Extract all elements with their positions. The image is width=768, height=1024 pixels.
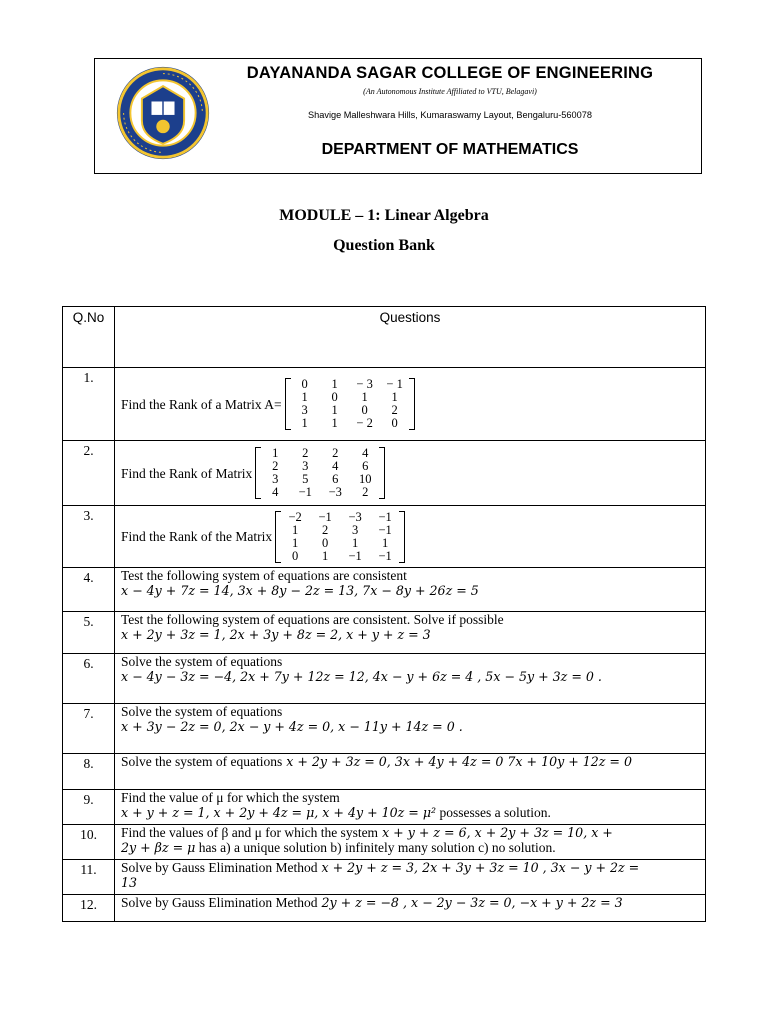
matrix-cell: 0 bbox=[321, 535, 329, 550]
question-number: 11. bbox=[63, 860, 115, 895]
question-label: Find the value of μ for which the system bbox=[121, 790, 340, 805]
matrix-cell: −1 bbox=[378, 548, 392, 563]
matrix-cell: 6 bbox=[362, 459, 369, 473]
question-number: 1. bbox=[63, 368, 115, 441]
matrix-cell: 1 bbox=[291, 535, 299, 550]
matrix-cell: −1 bbox=[298, 485, 312, 499]
question-label: Find the values of β and μ for which the system bbox=[121, 825, 379, 840]
question-row bbox=[63, 790, 706, 825]
module-title: MODULE – 1: Linear Algebra bbox=[279, 207, 489, 224]
matrix-cell: 0 bbox=[301, 377, 308, 391]
matrix-cell: 3 bbox=[272, 472, 279, 486]
question-row bbox=[63, 441, 706, 506]
matrix-cell: 5 bbox=[302, 472, 309, 486]
matrix-cell: 1 bbox=[272, 446, 279, 460]
equation-continued: 2y + βz = μ bbox=[121, 840, 196, 855]
question-number: 10. bbox=[63, 825, 115, 860]
equation: x + y + z = 1, x + 2y + 4z = μ, x + 4y + 10z = μ² bbox=[121, 805, 437, 820]
equation: x + 3y − 2z = 0, 2x − y + 4z = 0, x − 11y + 14z = 0 . bbox=[121, 719, 463, 734]
question-text bbox=[115, 612, 706, 654]
question-text bbox=[115, 895, 706, 922]
question-row bbox=[63, 704, 706, 754]
matrix-cell: −3 bbox=[328, 485, 342, 499]
matrix-cell: 2 bbox=[391, 403, 398, 417]
equation: x + 2y + 3z = 1, 2x + 3y + 8z = 2, x + y + z = 3 bbox=[121, 627, 431, 642]
equation: x − 4y − 3z = −4, 2x + 7y + 12z = 12, 4x − y + 6z = 4 , 5x − 5y + 3z = 0 . bbox=[121, 669, 602, 684]
equation: 2y + z = −8 , x − 2y − 3z = 0, −x + y + 2z = 3 bbox=[317, 895, 623, 910]
affiliation: (An Autonomous Institute Affiliated to VTU, Belagavi) bbox=[363, 87, 537, 96]
address: Shavige Malleshwara Hills, Kumaraswamy Layout, Bengaluru-560078 bbox=[308, 110, 592, 120]
question-table bbox=[62, 306, 706, 922]
column-header-questions: Questions bbox=[115, 307, 706, 368]
matrix-cell: 1 bbox=[381, 535, 389, 550]
matrix-cell: 2 bbox=[321, 522, 329, 537]
question-text bbox=[115, 790, 706, 825]
matrix-cell: 1 bbox=[361, 390, 368, 404]
matrix-cell: 1 bbox=[331, 416, 338, 430]
equation: x + 2y + 3z = 0, 3x + 4y + 4z = 0 7x + 10y + 12z = 0 bbox=[282, 754, 632, 769]
question-number: 7. bbox=[63, 704, 115, 754]
question-text bbox=[115, 368, 706, 441]
matrix-cell: 0 bbox=[331, 390, 338, 404]
question-label: Test the following system of equations are consistent bbox=[121, 568, 407, 583]
equation: x + 2y + z = 3, 2x + 3y + 3z = 10 , 3x − y + 2z = bbox=[317, 860, 640, 875]
question-number: 8. bbox=[63, 754, 115, 790]
matrix-cell: 1 bbox=[331, 403, 338, 417]
question-text bbox=[115, 654, 706, 704]
question-text bbox=[115, 568, 706, 612]
question-label: Test the following system of equations are consistent. Solve if possible bbox=[121, 612, 504, 627]
question-number: 5. bbox=[63, 612, 115, 654]
question-label: Find the Rank of a Matrix A= bbox=[121, 396, 282, 412]
matrix-cell: 1 bbox=[331, 377, 338, 391]
question-label: Solve the system of equations bbox=[121, 754, 283, 769]
matrix-cell: 10 bbox=[359, 472, 372, 486]
question-row bbox=[63, 860, 706, 895]
question-text bbox=[115, 704, 706, 754]
equation: x − 4y + 7z = 14, 3x + 8y − 2z = 13, 7x − 8y + 26z = 5 bbox=[121, 583, 479, 598]
question-row bbox=[63, 754, 706, 790]
matrix-cell: 0 bbox=[291, 548, 299, 563]
question-row bbox=[63, 368, 706, 441]
question-label: Find the Rank of Matrix bbox=[121, 465, 253, 481]
question-number: 4. bbox=[63, 568, 115, 612]
equation-continued: 13 bbox=[121, 875, 138, 890]
question-text bbox=[115, 506, 706, 568]
question-row bbox=[63, 568, 706, 612]
matrix-cell: −2 bbox=[288, 509, 302, 524]
college-logo bbox=[115, 65, 211, 161]
matrix-cell: −1 bbox=[348, 548, 362, 563]
column-header-qno: Q.No bbox=[63, 307, 115, 368]
matrix-cell: −3 bbox=[348, 509, 362, 524]
matrix-cell: 0 bbox=[391, 416, 398, 430]
question-row bbox=[63, 895, 706, 922]
matrix-cell: 3 bbox=[351, 522, 359, 537]
matrix-cell: 2 bbox=[362, 485, 369, 499]
header-box bbox=[94, 58, 702, 174]
matrix-cell: 2 bbox=[332, 446, 339, 460]
question-number: 2. bbox=[63, 441, 115, 506]
matrix-cell: 1 bbox=[391, 390, 398, 404]
college-name: DAYANANDA SAGAR COLLEGE OF ENGINEERING bbox=[246, 64, 654, 82]
question-number: 6. bbox=[63, 654, 115, 704]
matrix-cell: 0 bbox=[361, 403, 368, 417]
matrix-cell: 6 bbox=[332, 472, 339, 486]
question-label: Solve by Gauss Elimination Method bbox=[121, 895, 318, 910]
matrix-cell: −1 bbox=[378, 522, 392, 537]
question-row bbox=[63, 612, 706, 654]
matrix-cell: −1 bbox=[378, 509, 392, 524]
question-row bbox=[63, 825, 706, 860]
matrix-cell: 1 bbox=[301, 416, 308, 430]
matrix-cell: −1 bbox=[318, 509, 332, 524]
matrix-cell: 1 bbox=[291, 522, 299, 537]
question-bank-title: Question Bank bbox=[333, 237, 435, 254]
question-row bbox=[63, 654, 706, 704]
question-tail: possesses a solution. bbox=[436, 805, 551, 820]
matrix-cell: 1 bbox=[351, 535, 359, 550]
matrix-cell: 2 bbox=[302, 446, 309, 460]
question-label: Solve the system of equations bbox=[121, 704, 283, 719]
question-text bbox=[115, 754, 706, 790]
question-number: 3. bbox=[63, 506, 115, 568]
matrix-cell: − 2 bbox=[356, 416, 373, 430]
question-text bbox=[115, 860, 706, 895]
matrix-cell: − 1 bbox=[386, 377, 403, 391]
question-tail: has a) a unique solution b) infinitely many solution c) no solution. bbox=[195, 840, 556, 855]
matrix-cell: 3 bbox=[302, 459, 309, 473]
question-text bbox=[115, 441, 706, 506]
matrix-cell: 4 bbox=[362, 446, 369, 460]
matrix-cell: 1 bbox=[301, 390, 308, 404]
department-name: DEPARTMENT OF MATHEMATICS bbox=[321, 141, 579, 158]
question-number: 12. bbox=[63, 895, 115, 922]
question-number: 9. bbox=[63, 790, 115, 825]
matrix-cell: 2 bbox=[272, 459, 279, 473]
matrix-cell: 4 bbox=[332, 459, 339, 473]
question-label: Find the Rank of the Matrix bbox=[121, 529, 273, 544]
matrix-cell: 1 bbox=[321, 548, 329, 563]
matrix-cell: 4 bbox=[272, 485, 279, 499]
matrix-cell: 3 bbox=[301, 403, 308, 417]
matrix bbox=[255, 447, 385, 499]
equation: x + y + z = 6, x + 2y + 3z = 10, x + bbox=[378, 825, 613, 840]
question-text bbox=[115, 825, 706, 860]
question-row bbox=[63, 506, 706, 568]
question-label: Solve by Gauss Elimination Method bbox=[121, 860, 318, 875]
matrix-cell: − 3 bbox=[356, 377, 373, 391]
matrix bbox=[275, 511, 405, 563]
matrix bbox=[285, 378, 415, 430]
question-label: Solve the system of equations bbox=[121, 654, 283, 669]
